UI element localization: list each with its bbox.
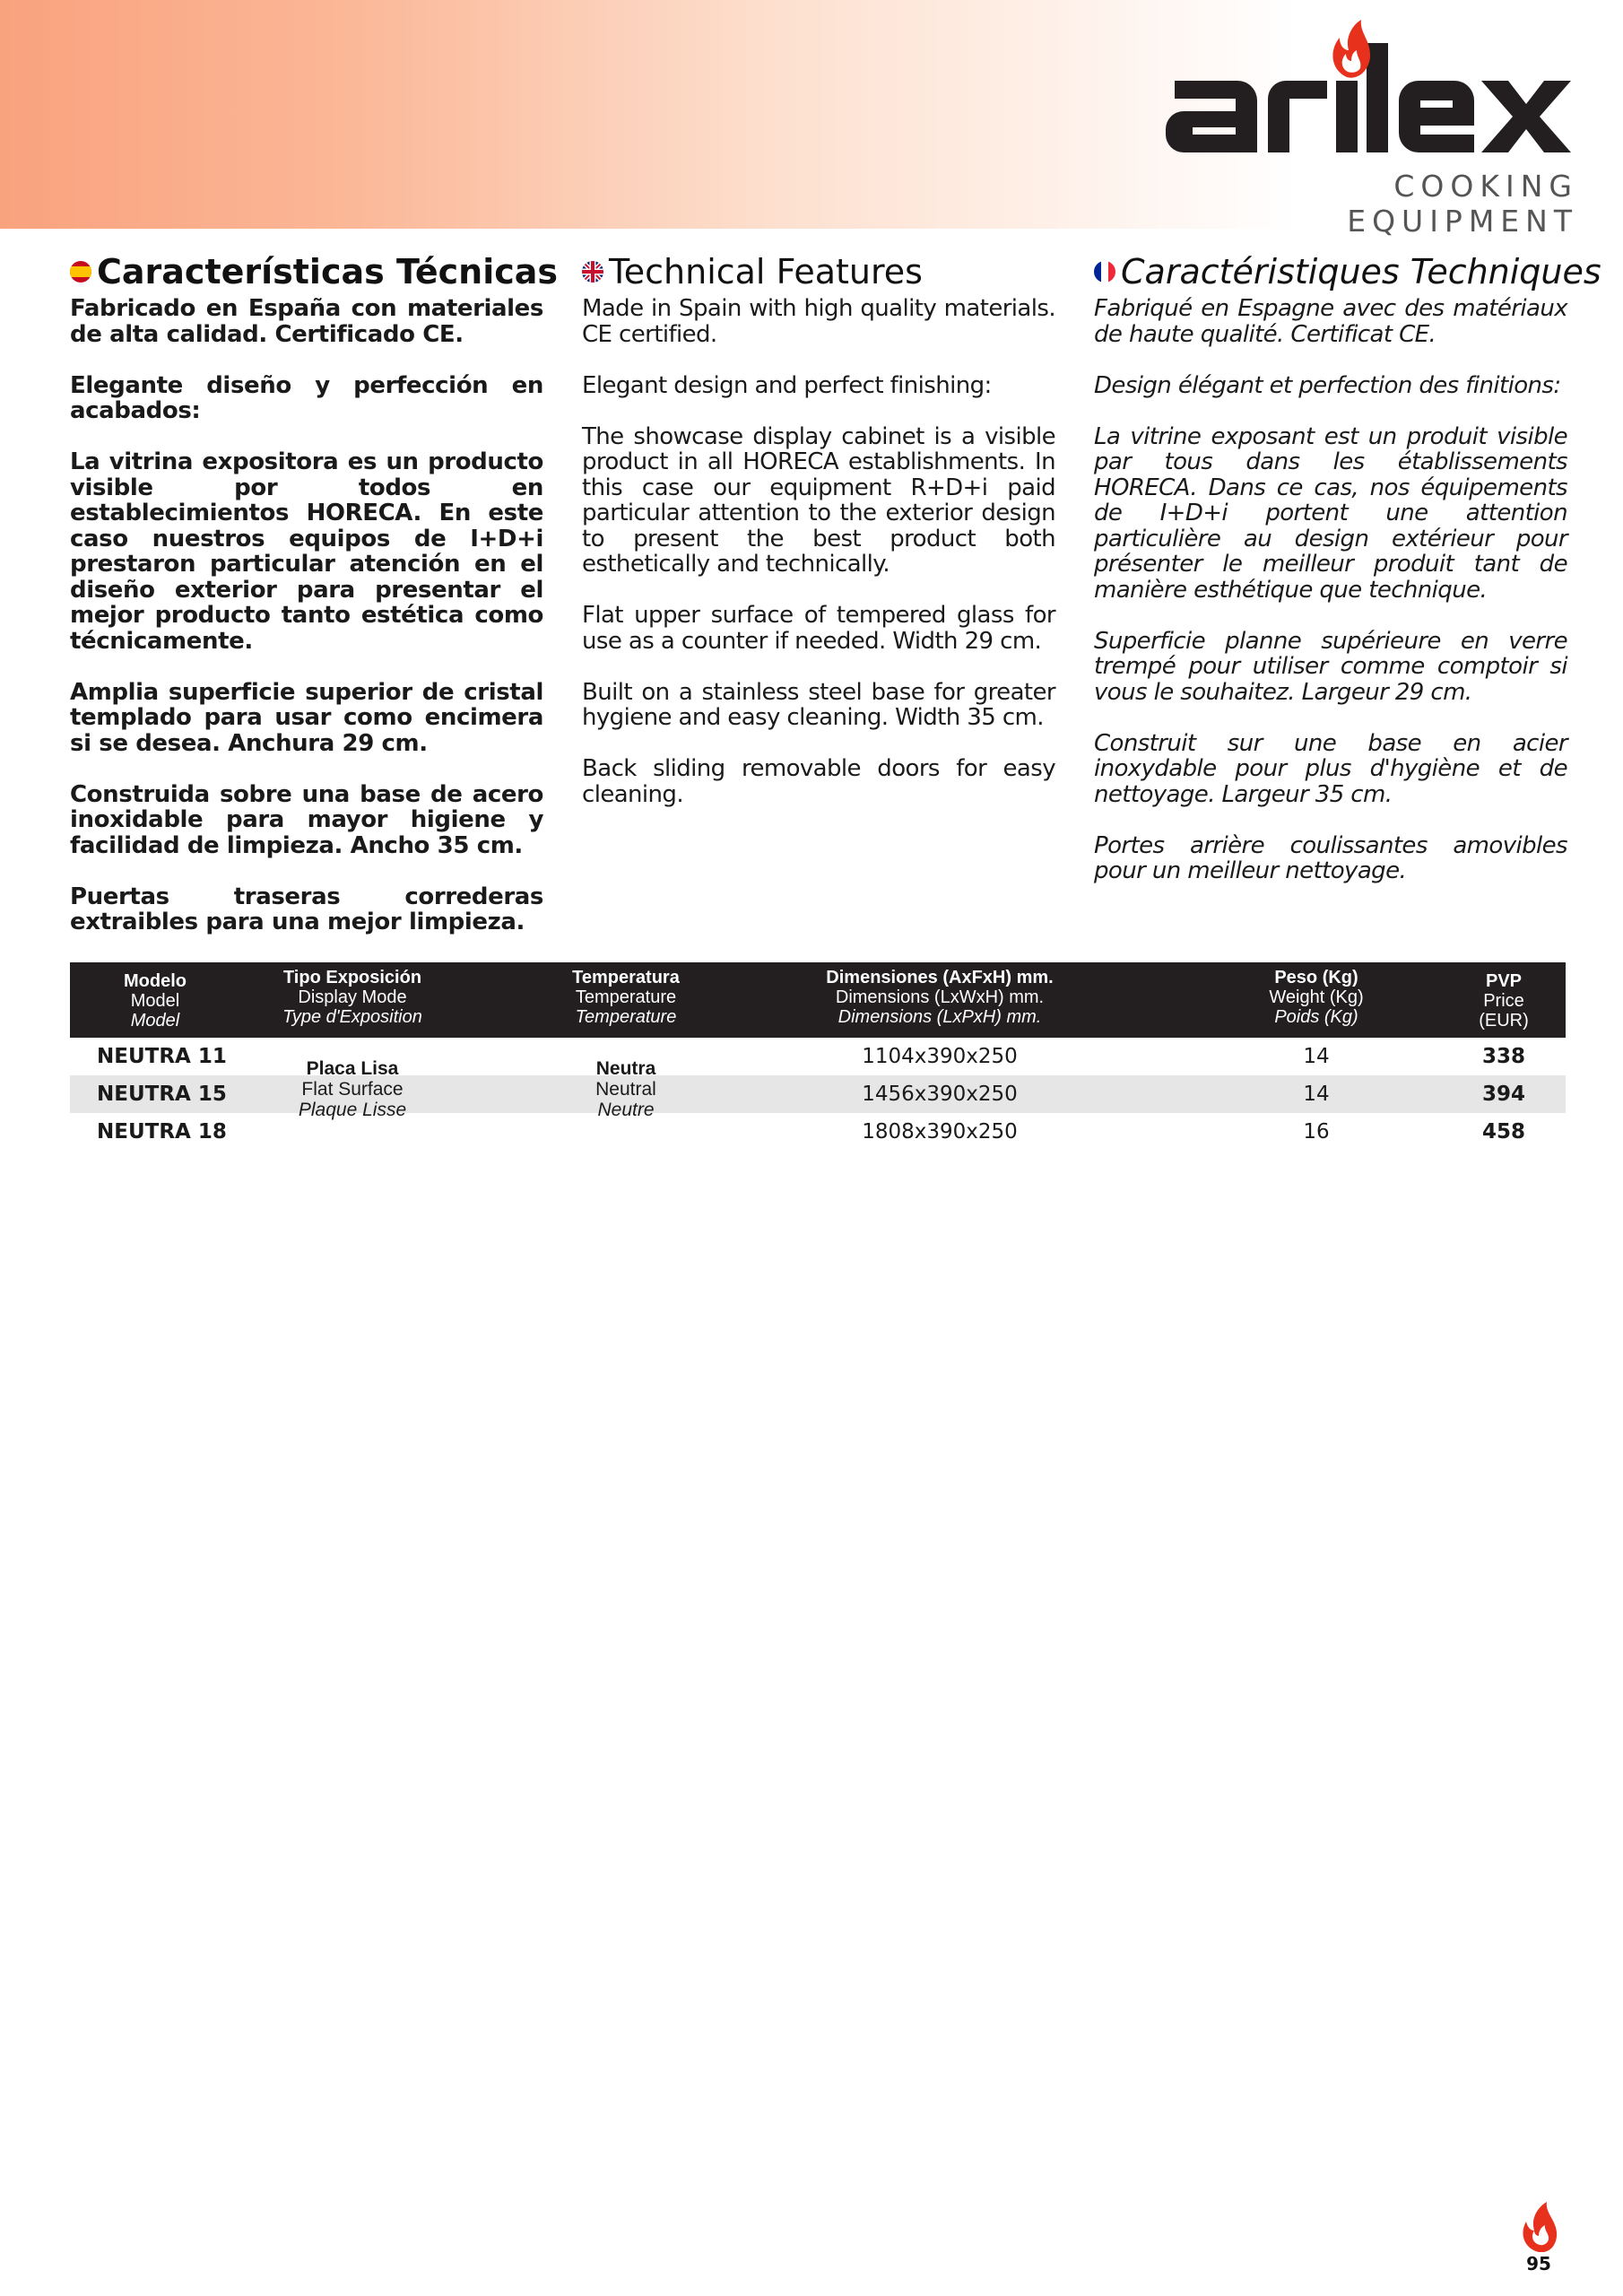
table-header [70, 962, 1566, 1038]
paragraph: Construit sur une base en acier inoxydable pour plus d'hygiène et de nettoyage. Largeur 35 cm. [1094, 729, 1567, 808]
column-title [582, 249, 1055, 294]
cell-price: 394 [1481, 1083, 1525, 1106]
column-title-text: Caractéristiques Techniques [1121, 252, 1601, 291]
paragraph: La vitrine exposant est un produit visible par tous dans les établissements HORECA. Dans ce cas, nos équipements de I+D+i portent une attention particulière au design extérieur pour présenter le meilleur produit tant de manière esthétique que technique. [1094, 422, 1567, 604]
cell-weight: 14 [1303, 1045, 1330, 1068]
paragraph: The showcase display cabinet is a visible product in all HORECA establishments. In this case our equipment R+D+i paid particular attention to the exterior design to present the best product both esthetically and technically. [582, 422, 1055, 578]
cell-price: 458 [1481, 1120, 1525, 1144]
flame-icon [1521, 2202, 1558, 2252]
paragraph: Built on a stainless steel base for greater hygiene and easy cleaning. Width 35 cm. [582, 678, 1055, 731]
paragraph: Elegante diseño y perfección en acabados: [70, 371, 543, 424]
paragraph: Design élégant et perfection des finitions: [1094, 371, 1561, 399]
cell-price: 338 [1481, 1045, 1525, 1068]
column-title [70, 249, 559, 294]
cell-dimensions: 1104x390x250 [862, 1045, 1018, 1068]
arilex-logo-icon [1166, 18, 1578, 170]
cell-weight: 14 [1303, 1083, 1330, 1106]
cell-model: NEUTRA 11 [97, 1045, 227, 1068]
paragraph: Back sliding removable doors for easy cleaning. [582, 755, 1055, 808]
header-model: Modelo Model Model [124, 971, 187, 1031]
paragraph: Portes arrière coulissantes amovibles pour un meilleur nettoyage. [1094, 831, 1567, 884]
product-table [70, 962, 1566, 1151]
cell-dimensions: 1456x390x250 [862, 1083, 1018, 1106]
paragraph: Superficie planne supérieure en verre trempé pour utiliser comme comptoir si vous le souhaitez. Largeur 29 cm. [1094, 627, 1567, 706]
paragraph: La vitrina expositora es un producto visible por todos en establecimientos HORECA. En este caso nuestros equipos de I+D+i prestaron particular atención en el diseño exterior para presentar el mejor producto tanto estética como técnicamente. [70, 448, 543, 655]
paragraph: Made in Spain with high quality materials. CE certified. [582, 295, 1055, 348]
column-french [1094, 249, 1601, 909]
spain-flag-icon [70, 261, 91, 283]
page-number: 95 [1526, 2253, 1551, 2274]
header-price: PVP Price (EUR) [1479, 971, 1529, 1031]
cell-display-mode: Placa Lisa Flat Surface Plaque Lisse [298, 1058, 407, 1120]
paragraph: Amplia superficie superior de cristal templado para usar como encimera si se desea. Anchura 29 cm. [70, 678, 543, 757]
paragraph: Flat upper surface of tempered glass for use as a counter if needed. Width 29 cm. [582, 602, 1055, 655]
header-dimensions: Dimensiones (AxFxH) mm. Dimensions (LxWxH) mm. Dimensions (LxPxH) mm. [826, 968, 1054, 1027]
cell-temperature: Neutra Neutral Neutre [595, 1058, 656, 1120]
paragraph: Fabriqué en Espagne avec des matériaux de haute qualité. Certificat CE. [1094, 295, 1567, 348]
brand-subtitle: COOKING EQUIPMENT [1347, 169, 1578, 239]
column-title-text: Características Técnicas [97, 252, 559, 291]
column-title [1094, 249, 1601, 294]
uk-flag-icon [582, 261, 603, 283]
header-display-mode: Tipo Exposición Display Mode Type d'Exposition [282, 968, 422, 1027]
column-english [582, 249, 1055, 833]
brand-logo [1166, 18, 1578, 239]
paragraph: Elegant design and perfect finishing: [582, 371, 992, 399]
cell-model: NEUTRA 15 [97, 1083, 227, 1106]
header-temperature: Temperatura Temperature Temperature [572, 968, 680, 1027]
paragraph: Fabricado en España con materiales de alta calidad. Certificado CE. [70, 295, 543, 348]
cell-model: NEUTRA 18 [97, 1120, 227, 1144]
paragraph: Puertas traseras correderas extraibles para una mejor limpieza. [70, 883, 543, 935]
column-title-text: Technical Features [609, 252, 923, 291]
cell-dimensions: 1808x390x250 [862, 1120, 1018, 1144]
header-weight: Peso (Kg) Weight (Kg) Poids (Kg) [1269, 968, 1364, 1027]
france-flag-icon [1094, 261, 1115, 283]
paragraph: Construida sobre una base de acero inoxidable para mayor higiene y facilidad de limpieza. Ancho 35 cm. [70, 780, 543, 859]
cell-weight: 16 [1303, 1120, 1330, 1144]
column-spanish [70, 249, 559, 961]
